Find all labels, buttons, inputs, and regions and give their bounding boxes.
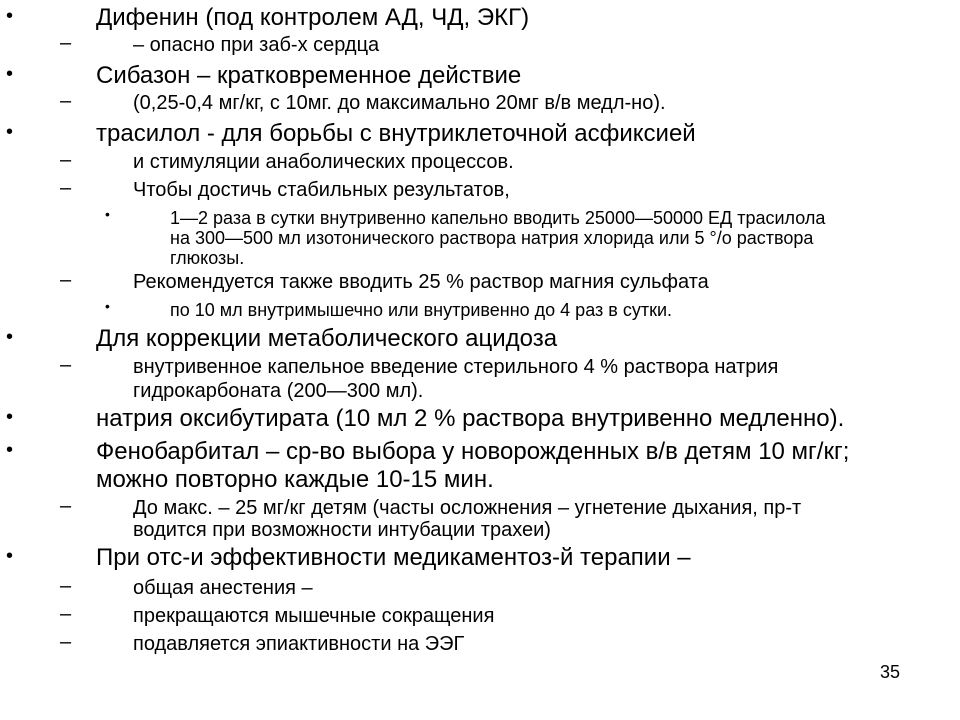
sub-item-text: внутривенное капельное введение стерильного 4 % раствора натрия <box>133 356 779 378</box>
dash-marker-icon: – <box>60 631 72 653</box>
sub-item-text: Рекомендуется также вводить 25 % раствор магния сульфата <box>133 271 709 293</box>
sub-item-text: и стимуляции анаболических процессов. <box>133 151 514 173</box>
sub-item-text: общая анестения – <box>133 577 313 599</box>
dash-marker-icon: – <box>60 177 72 199</box>
sub-sub-item-text: 1—2 раза в сутки внутривенно капельно вводить 25000—50000 ЕД трасилола <box>170 208 826 228</box>
bullet-text: трасилол - для борьбы с внутриклеточной асфиксией <box>96 120 696 147</box>
page-number: 35 <box>880 662 901 682</box>
sub-item-text: – опасно при заб-х сердца <box>133 34 380 56</box>
bullet-dot-icon: • <box>6 406 14 428</box>
bullet-dot-icon: • <box>6 326 14 348</box>
bullet-dot-icon: • <box>105 298 110 314</box>
bullet-dot-icon: • <box>6 121 14 143</box>
sub-sub-item-text: по 10 мл внутримышечно или внутривенно до 4 раз в сутки. <box>170 300 672 320</box>
dash-marker-icon: – <box>60 149 72 171</box>
sub-item-text: (0,25-0,4 мг/кг, с 10мг. до максимально 20мг в/в медл-но). <box>133 92 666 114</box>
sub-item-text: До макс. – 25 мг/кг детям (часты осложнения – угнетение дыхания, пр-т <box>133 497 802 519</box>
bullet-text: Дифенин (под контролем АД, ЧД, ЭКГ) <box>96 4 530 31</box>
bullet-text: Фенобарбитал – ср-во выбора у новорожденных в/в детям 10 мг/кг; <box>96 438 850 465</box>
sub-item-text: подавляется эпиактивности на ЭЭГ <box>133 633 465 655</box>
dash-marker-icon: – <box>60 269 72 291</box>
bullet-text: При отс-и эффективности медикаментоз-й терапии – <box>96 544 691 571</box>
dash-marker-icon: – <box>60 495 72 517</box>
sub-sub-item-text: на 300—500 мл изотонического раствора натрия хлорида или 5 °/о раствора <box>170 228 814 248</box>
sub-sub-item-text: глюкозы. <box>170 248 245 268</box>
sub-item-text: гидрокарбоната (200—300 мл). <box>133 380 424 402</box>
bullet-text: можно повторно каждые 10-15 мин. <box>96 466 494 493</box>
sub-item-text: водится при возможности интубации трахеи) <box>133 519 551 541</box>
dash-marker-icon: – <box>60 90 72 112</box>
bullet-dot-icon: • <box>6 545 14 567</box>
bullet-text: Для коррекции метаболического ацидоза <box>96 325 558 352</box>
bullet-text: Сибазон – кратковременное действие <box>96 62 522 89</box>
sub-item-text: Чтобы достичь стабильных результатов, <box>133 179 510 201</box>
bullet-dot-icon: • <box>6 63 14 85</box>
dash-marker-icon: – <box>60 603 72 625</box>
bullet-text: натрия оксибутирата (10 мл 2 % раствора внутривенно медленно). <box>96 405 845 432</box>
bullet-dot-icon: • <box>6 439 14 461</box>
sub-item-text: прекращаются мышечные сокращения <box>133 605 495 627</box>
bullet-dot-icon: • <box>6 5 14 27</box>
bullet-dot-icon: • <box>105 206 110 222</box>
dash-marker-icon: – <box>60 354 72 376</box>
dash-marker-icon: – <box>60 32 72 54</box>
dash-marker-icon: – <box>60 575 72 597</box>
